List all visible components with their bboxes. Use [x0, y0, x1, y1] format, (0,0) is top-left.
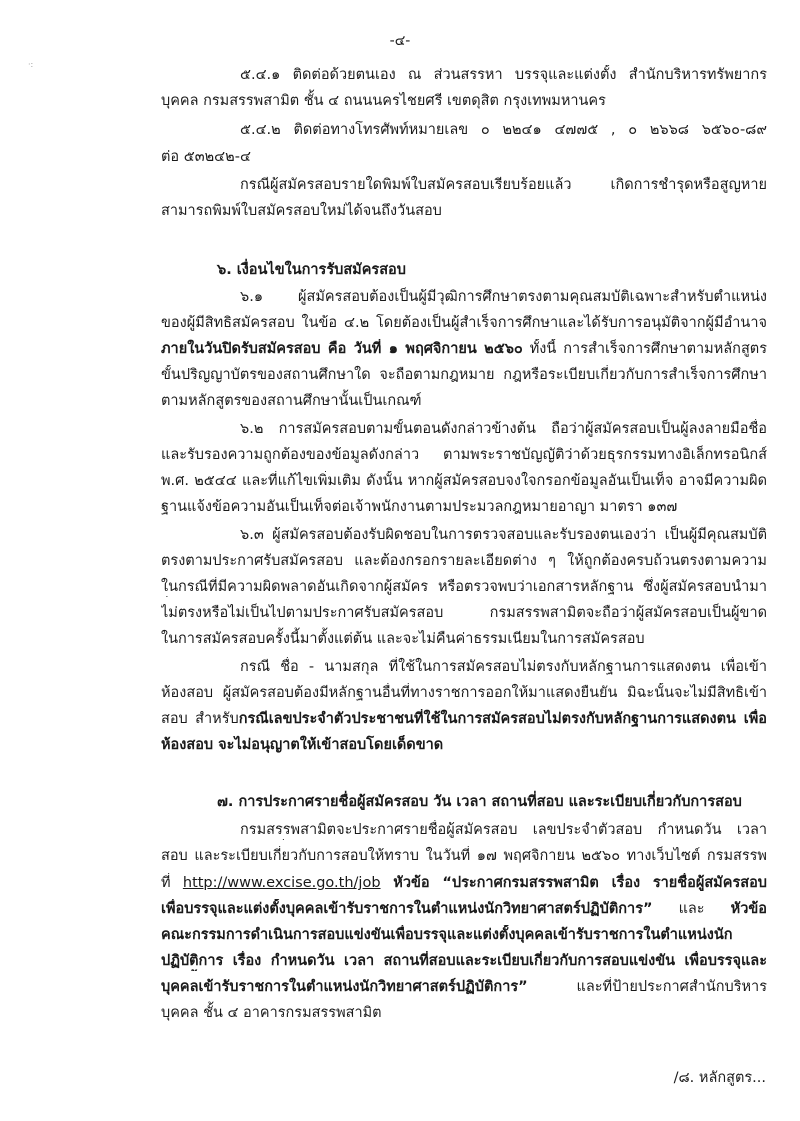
text-line	[161, 899, 767, 919]
text-segment: สอบ สำหรับ	[161, 711, 239, 727]
text-line	[161, 735, 767, 755]
text-segment: สอบ และระเบียบเกี่ยวกับการสอบให้ทราบ ในวันที่ ๑๗ พฤศจิกายน ๒๕๖๐ ทางเว็บไซต์ กรมสรรพ	[161, 848, 767, 864]
text-line	[161, 201, 767, 221]
text-segment: บุคคล ชั้น ๔ อาคารกรมสรรพสามิต	[161, 1005, 382, 1021]
text-line	[161, 551, 767, 571]
text-line	[240, 65, 767, 85]
text-line	[161, 683, 767, 703]
text-line	[240, 287, 767, 307]
text-line	[161, 471, 767, 491]
text-segment: ตามหลักสูตรของสถานศึกษานั้นเป็นเกณฑ์	[161, 393, 422, 409]
text-line	[161, 873, 767, 893]
text-segment: ของผู้มีสิทธิสมัครสอบ ในข้อ ๔.๒ โดยต้องเป็นผู้สำเร็จการศึกษาและได้รับการอนุมัติจากผู้มีอำนาจ	[161, 315, 767, 331]
text-line	[161, 951, 767, 971]
continuation-note: /๘. หลักสูตร...	[673, 1070, 766, 1086]
bold-text: ๖. เงื่อนไขในการรับสมัครสอบ	[217, 262, 406, 278]
text-line	[161, 339, 767, 359]
text-line	[240, 419, 767, 439]
text-segment: กรณี ชื่อ - นามสกุล ที่ใช้ในการสมัครสอบไม่ตรงกับหลักฐานการแสดงตน เพื่อเข้า	[240, 659, 767, 675]
bold-text: หัวข้อ	[730, 901, 767, 917]
text-line	[161, 977, 767, 997]
bold-text: ภายในวันปิดรับสมัครสอบ คือ วันที่ ๑ พฤศจิกายน ๒๕๖๐	[161, 341, 523, 357]
text-segment: ที่	[161, 875, 183, 891]
text-line	[161, 577, 767, 597]
text-line	[161, 147, 767, 167]
text-line	[161, 91, 767, 111]
text-segment: กรมสรรพสามิตจะประกาศรายชื่อผู้สมัครสอบ เลขประจำตัวสอบ กำหนดวัน เวลา	[240, 822, 767, 838]
bold-text: ๗. การประกาศรายชื่อผู้สมัครสอบ วัน เวลา สถานที่สอบ และระเบียบเกี่ยวกับการสอบ	[217, 794, 742, 810]
text-segment: และรับรองความถูกต้องของข้อมูลดังกล่าว ตามพระราชบัญญัติว่าด้วยธุรกรรมทางอิเล็กทรอนิกส์	[161, 447, 767, 463]
text-line	[161, 709, 767, 729]
text-segment: สามารถพิมพ์ใบสมัครสอบใหม่ได้จนถึงวันสอบ	[161, 203, 442, 219]
text-segment: ไม่ตรงหรือไม่เป็นไปตามประกาศรับสมัครสอบ กรมสรรพสามิตจะถือว่าผู้สมัครสอบเป็นผู้ขาด	[161, 605, 767, 621]
text-line	[240, 120, 767, 140]
text-segment: ห้องสอบ ผู้สมัครสอบต้องมีหลักฐานอื่นที่ทางราชการออกให้มาแสดงยืนยัน มิฉะนั้นจะไม่มีสิทธิเข้า	[161, 685, 767, 701]
text-segment: ๖.๑ ผู้สมัครสอบต้องเป็นผู้มีวุฒิการศึกษาตรงตามคุณสมบัติเฉพาะสำหรับตำแหน่ง	[240, 289, 767, 305]
section-heading	[217, 260, 800, 280]
text-line	[161, 925, 767, 945]
text-segment: ขั้นปริญญาบัตรของสถานศึกษาใด จะถือตามกฎหมาย กฎหรือระเบียบเกี่ยวกับการสำเร็จการศึกษา	[161, 367, 767, 383]
text-segment: บุคคล กรมสรรพสามิต ชั้น ๔ ถนนนครไชยศรี เขตดุสิต กรุงเทพมหานคร	[161, 93, 606, 109]
text-segment: ในการสมัครสอบครั้งนี้มาตั้งแต่ต้น และจะไม่คืนค่าธรรมเนียมในการสมัครสอบ	[161, 631, 645, 647]
text-line	[161, 391, 767, 411]
text-line	[240, 820, 767, 840]
text-segment: และที่ป้ายประกาศสำนักบริหาร	[576, 979, 767, 995]
section-heading	[217, 792, 800, 812]
job-url-link[interactable]: http://www.excise.go.th/job	[182, 875, 381, 891]
text-line	[161, 846, 767, 866]
text-segment: ในกรณีที่มีความผิดพลาดอันเกิดจากผู้สมัคร หรือตรวจพบว่าเอกสารหลักฐาน ซึ่งผู้สมัครสอบนำมา	[161, 579, 767, 595]
scan-speck: ·:	[28, 60, 34, 69]
text-line	[240, 657, 767, 677]
text-segment: ฐานแจ้งข้อความอันเป็นเท็จต่อเจ้าพนักงานตามประมวลกฎหมายอาญา มาตรา ๑๓๗	[161, 499, 678, 515]
text-line	[240, 525, 767, 545]
text-segment: ต่อ ๕๓๒๔๒-๔	[161, 149, 251, 165]
text-line	[161, 313, 767, 333]
text-line	[161, 603, 767, 623]
page-number: -๔-	[389, 33, 411, 49]
text-segment: ๖.๒ การสมัครสอบตามขั้นตอนดังกล่าวข้างต้น ถือว่าผู้สมัครสอบเป็นผู้ลงลายมือชื่อ	[240, 421, 767, 437]
bold-text: บุคคลเข้ารับราชการในตำแหน่งนักวิทยาศาสตร์ปฏิบัติการ”	[161, 979, 528, 995]
bold-text: คณะกรรมการดำเนินการสอบแข่งขันเพื่อบรรจุและแต่งตั้งบุคคลเข้ารับราชการในตำแหน่งนัก	[161, 927, 733, 943]
text-line	[161, 365, 767, 385]
text-line	[161, 1003, 767, 1023]
text-segment: ๕.๔.๒ ติดต่อทางโทรศัพท์หมายเลข ๐ ๒๒๔๑ ๔๗๗๕ , ๐ ๒๖๖๘ ๖๕๖๐-๘๙	[240, 122, 767, 138]
bold-text: กรณีเลขประจำตัวประชาชนที่ใช้ในการสมัครสอบไม่ตรงกับหลักฐานการแสดงตน เพื่อ	[238, 711, 767, 727]
bold-text: เพื่อบรรจุและแต่งตั้งบุคคลเข้ารับราชการในตำแหน่งนักวิทยาศาสตร์ปฏิบัติการ”	[161, 901, 653, 917]
text-segment: ตรงตามประกาศรับสมัครสอบ และต้องกรอกรายละเอียดต่าง ๆ ให้ถูกต้องครบถ้วนตรงตามความ	[161, 553, 767, 569]
bold-text: ห้องสอบ จะไม่อนุญาตให้เข้าสอบโดยเด็ดขาด	[161, 737, 444, 753]
text-segment: ๕.๔.๑ ติดต่อด้วยตนเอง ณ ส่วนสรรหา บรรจุและแต่งตั้ง สำนักบริหารทรัพยากร	[240, 67, 767, 83]
text-segment: ๖.๓ ผู้สมัครสอบต้องรับผิดชอบในการตรวจสอบและรับรองตนเองว่า เป็นผู้มีคุณสมบัติ	[240, 527, 767, 543]
text-segment: พ.ศ. ๒๕๔๔ และที่แก้ไขเพิ่มเติม ดังนั้น หากผู้สมัครสอบจงใจกรอกข้อมูลอันเป็นเท็จ อาจมีความผิด	[161, 473, 767, 489]
text-line	[161, 445, 767, 465]
text-line	[161, 629, 767, 649]
bold-text: หัวข้อ “ประกาศกรมสรรพสามิต เรื่อง รายชื่อผู้สมัครสอบ	[393, 875, 767, 891]
text-line	[161, 497, 767, 517]
text-segment: กรณีผู้สมัครสอบรายใดพิมพ์ใบสมัครสอบเรียบร้อยแล้ว เกิดการชำรุดหรือสูญหาย	[240, 177, 767, 193]
bold-text: ปฏิบัติการ เรื่อง กำหนดวัน เวลา สถานที่สอบและระเบียบเกี่ยวกับการสอบแข่งขัน เพื่อบรรจุและ	[161, 953, 767, 969]
text-segment: ทั้งนี้ การสำเร็จการศึกษาตามหลักสูตร	[522, 341, 767, 357]
text-line	[240, 175, 767, 195]
text-segment: และ	[652, 901, 731, 917]
